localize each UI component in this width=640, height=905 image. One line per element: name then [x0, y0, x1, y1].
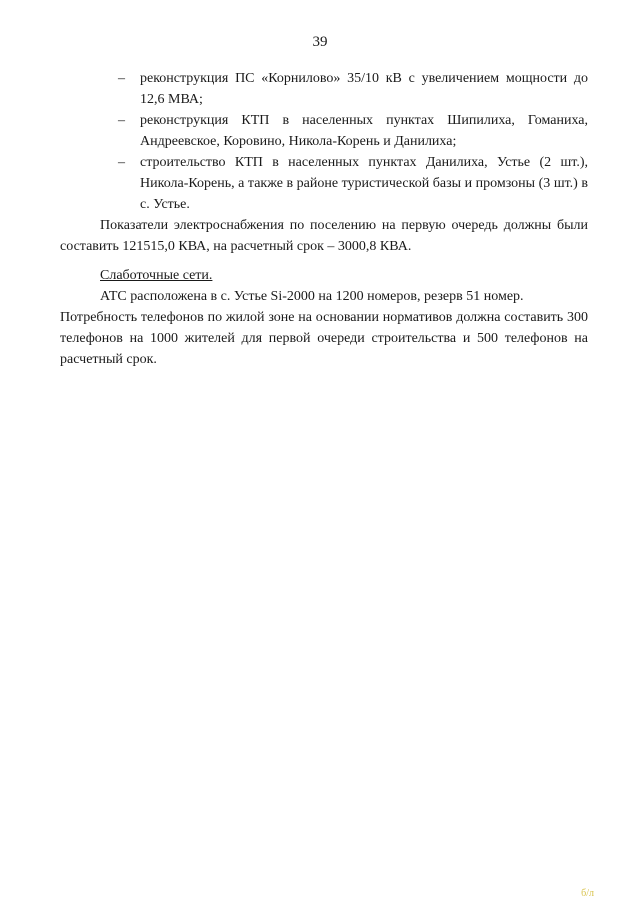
list-item-text: реконструкция ПС «Корнилово» 35/10 кВ с увеличением мощности до 12,6 МВА; — [140, 71, 588, 107]
list-item — [118, 152, 588, 215]
document-body — [60, 68, 588, 370]
spacer — [60, 257, 588, 265]
list-item — [118, 110, 588, 152]
paragraph-phones: Потребность телефонов по жилой зоне на основании нормативов должна составить 300 телефонов на 1000 жителей для первой очереди строительства и 500 телефонов на расчетный срок. — [60, 310, 588, 367]
list-item-text: строительство КТП в населенных пунктах Данилиха, Устье (2 шт.), Никола-Корень, а также в районе туристической базы и промзоны (3 шт.) в с. Устье. — [140, 155, 588, 212]
list-item-text: реконструкция КТП в населенных пунктах Шипилиха, Гоманиха, Андреевское, Коровино, Никола-Корень и Данилиха; — [140, 113, 588, 149]
corner-mark: б/л — [581, 888, 594, 899]
page-number: 39 — [312, 34, 328, 50]
paragraph-ats: АТС расположена в с. Устье Si-2000 на 1200 номеров, резерв 51 номер. — [100, 289, 524, 304]
bullet-dash: – — [118, 113, 125, 128]
list-item — [118, 68, 588, 110]
section-heading: Слаботочные сети. — [100, 268, 213, 283]
bullet-dash: – — [118, 71, 125, 86]
bullet-dash: – — [118, 155, 125, 170]
paragraph-power-supply: Показатели электроснабжения по поселению на первую очередь должны были составить 121515,0 КВА, на расчетный срок – 3000,8 КВА. — [60, 218, 588, 254]
